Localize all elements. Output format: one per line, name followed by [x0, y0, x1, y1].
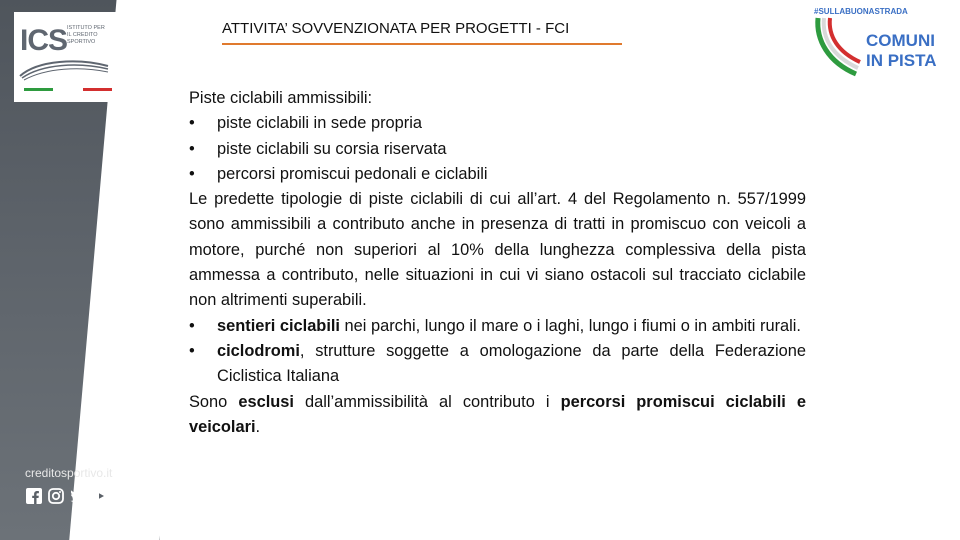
twitter-icon[interactable]: [70, 488, 86, 504]
youtube-icon[interactable]: [92, 488, 108, 504]
list-item-bold: sentieri ciclabili: [217, 316, 340, 335]
closing-text: dall’ammissibilità al contributo i: [293, 392, 561, 411]
body-paragraph: Le predette tipologie di piste ciclabili di cui all’art. 4 del Regolamento n. 557/1999 sono ammissibili a contributo anche in presenza di tratti in promiscuo con veicoli a motore, purché non superiori al 10% della lunghezza complessiva della pista ammessa a contributo, nelle situazioni in cui vi siano ostacoli sul tracciato ciclabile non altrimenti superabili.: [189, 190, 806, 310]
social-icons: [26, 488, 108, 504]
ics-logo-sub-line: ISTITUTO PER: [67, 25, 105, 31]
list-item: [189, 162, 806, 187]
comuni-in-pista-logo: [808, 0, 948, 90]
page-title: ATTIVITA’ SOVVENZIONATA PER PROGETTI - FCI: [222, 20, 570, 37]
list-item-bold: ciclodromi: [217, 341, 300, 360]
ics-logo-subtitle: [67, 25, 107, 46]
brand-line2: IN PISTA: [866, 51, 937, 70]
ics-logo-text: ICS: [20, 24, 68, 57]
list-item: [189, 314, 806, 339]
list-item-text: , strutture soggette a omologazione da parte della Federazione Ciclistica Italiana: [217, 341, 806, 386]
bullet-dot: •: [189, 164, 195, 183]
section-heading: [189, 86, 806, 111]
ics-logo-sub-line: IL CREDITO: [67, 32, 98, 38]
closing-bold: percorsi promiscui ciclabili e veicolari: [189, 392, 806, 436]
closing-text: Sono: [189, 392, 239, 411]
brand-line1: COMUNI: [866, 31, 935, 50]
list-item-text: piste ciclabili in sede propria: [217, 114, 422, 133]
ics-swoosh-icon: [18, 56, 110, 82]
closing-text: .: [255, 417, 261, 436]
closing-paragraph: [189, 390, 806, 441]
list-item-text: nei parchi, lungo il mare o i laghi, lungo i fiumi o in ambiti rurali.: [340, 316, 801, 335]
bullet-dot: •: [189, 139, 195, 158]
website-label[interactable]: creditosportivo.it: [25, 466, 113, 480]
bullet-dot: •: [189, 341, 195, 360]
main-content: [189, 86, 806, 440]
list-item-text: piste ciclabili su corsia riservata: [217, 139, 447, 158]
bullet-dot: •: [189, 316, 195, 335]
heading-text: Piste ciclabili ammissibili: [189, 89, 368, 107]
closing-bold: esclusi: [238, 392, 294, 411]
list-item: [189, 111, 806, 136]
instagram-icon[interactable]: [48, 488, 64, 504]
list-item-text: percorsi promiscui pedonali e ciclabili: [217, 164, 488, 183]
ics-logo-sub-line: SPORTIVO: [67, 39, 96, 45]
list-item: [189, 137, 806, 162]
italian-flag-bar: [24, 88, 112, 91]
title-underline: [222, 43, 622, 45]
brand-hashtag: #SULLABUONASTRADA: [814, 7, 908, 16]
heading-colon: :: [367, 89, 373, 107]
facebook-icon[interactable]: [26, 488, 42, 504]
list-item: [189, 339, 806, 390]
bullet-dot: •: [189, 114, 195, 133]
